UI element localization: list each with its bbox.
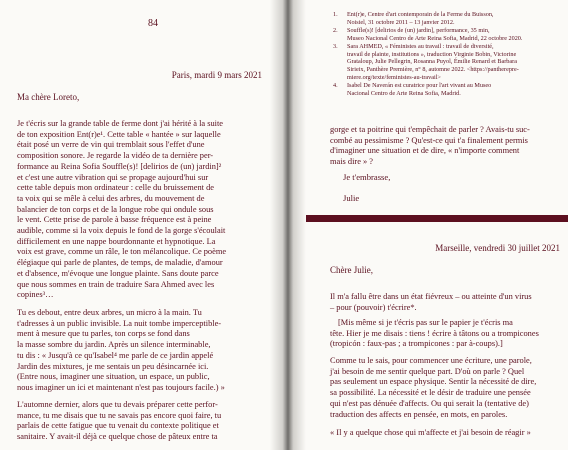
text-line: était posé un verre de vin qui tremblait sous l'effet d'une (17, 140, 205, 150)
text-line: [Mis même si je t'écris pas sur le papier je t'écris ma (338, 318, 513, 327)
text-line: – pour (pouvoir) t'écrire*. (330, 302, 417, 312)
text-line: et c'est une autre vibration qui se propage aujourd'hui sur (17, 172, 209, 182)
text-line: pas seulement un espace physique. Sentir la nécessité de dire, (330, 377, 537, 387)
closing: Je t'embrasse, (343, 172, 391, 182)
footnote-line (333, 74, 522, 82)
footnote-text: Souffle(s)! [delirios de (un) jardin], performance, 35 min, (347, 26, 490, 34)
text-line: (Entre nous, imaginer une situation, un espace, un public, (17, 372, 210, 382)
text-line: qui n'est pas dénuée d'affects. Ou qui serait la (tentative de) (330, 398, 529, 408)
text-line: ta voix qui se mêle à celui des arbres, du mouvement de (17, 193, 205, 203)
text-line: Il m'a fallu être dans un état fiévreux – ou atteinte d'un virus (330, 292, 532, 301)
text-line: sanitaire. Y avait-il déjà ce quelque chose de pâteux entre ta (17, 432, 218, 442)
reply-paragraph-1 (330, 292, 532, 313)
footnote-text: Nacional Centro de Arte Reina Sofia, Madrid. (347, 90, 461, 98)
text-line: Tu es debout, entre deux arbres, un micro à la main. Tu (17, 308, 202, 317)
text-line: formance au Reina Sofia Souffle(s)! [delirios de (un) jardin]² (17, 161, 222, 171)
reply-paragraph-3 (330, 356, 536, 420)
signature: Julie (343, 193, 360, 203)
footnote-line (333, 58, 522, 66)
text-line: voix est grave, comme un râle, le ton mélancolique. Ce poème (17, 247, 227, 257)
dateline-2: Marseille, vendredi 30 juillet 2021 (435, 243, 560, 253)
text-line: mance, tu me disais que tu ne savais pas encore quoi faire, tu (17, 410, 222, 420)
text-line: audible, comme si la voix depuis le fond de la gorge s'écoulait (17, 226, 226, 236)
text-line: balancier de ton corps et de la longue robe qui ondule sous (17, 204, 214, 214)
text-line: ment à mesure que tu parles, ton corps se fond dans (17, 329, 190, 339)
letter-paragraph-1 (17, 119, 226, 301)
text-line: traduction des affects en pensée, en mots, en paroles. (330, 409, 508, 419)
text-line: la masse sombre du jardin. Après un silence interminable, (17, 340, 211, 350)
text-line: élégiaque qui parle de plantes, de temps, de maladie, d'amour (17, 258, 223, 268)
reply-paragraph-4 (330, 428, 531, 439)
text-line: gorge et ta poitrine qui t'empêchait de parler ? Avais-tu suc- (330, 125, 530, 134)
text-line: difficilement en une nappe bourdonnante et hypnotique. La (17, 236, 216, 246)
page-number: 84 (148, 18, 158, 29)
salutation: Ma chère Loreto, (17, 92, 80, 102)
footnote-line (333, 27, 522, 35)
text-line: de ton exposition Ent(r)e¹. Cette table « hantée » sur laquelle (17, 129, 221, 139)
footnote-line (333, 90, 522, 98)
footnote-text: travail de plainte, institutions », traduction Virginie Bobin, Victorine (347, 50, 517, 58)
text-line: que nous sommes en train de traduire Sara Ahmed avec les (17, 279, 215, 289)
footnote-line (333, 66, 522, 74)
text-line: copines³… (17, 290, 54, 300)
letter-continuation (330, 125, 530, 168)
reply-paragraph-2 (330, 318, 539, 350)
text-line: tête. Hier je me disais : tiens ! écrire à tâtons ou a trompicones (330, 328, 539, 338)
footnote-line (333, 43, 522, 51)
footnote-text: Grataloup, Julie Pellegrin, Rosanna Puyol, Émilie Renard et Barbara (347, 58, 517, 66)
text-line: cette table depuis mon ordinateur : celle du bruissement de (17, 183, 214, 193)
footnotes (333, 11, 522, 98)
footnote-line (333, 19, 522, 27)
text-line: d'imaginer une situation et de dire, « n'importe comment (330, 146, 520, 156)
text-line: combé au pessimisme ? Qu'est-ce qui t'a finalement permis (330, 135, 528, 145)
salutation-2: Chère Julie, (330, 265, 373, 275)
footnote-text: Sirieix, Panthère Première, n° 8, automne 2022. <https://panthereprе- (347, 66, 519, 74)
letter-divider (288, 215, 568, 222)
footnote-line (333, 35, 522, 43)
dateline: Paris, mardi 9 mars 2021 (171, 70, 262, 80)
footnote-number: 4. (333, 82, 338, 90)
letter-paragraph-2 (17, 308, 225, 394)
left-page (0, 0, 280, 450)
text-line: « Il y a quelque chose qui m'affecte et j'ai besoin de réagir » (330, 428, 531, 437)
footnote-text: Noisiel, 31 octobre 2011 – 13 janvier 2012. (347, 18, 455, 26)
footnote-text: Museo Nacional Centro de Arte Reina Sofia, Madrid, 22 octobre 2020. (347, 34, 523, 42)
footnote-text: Sara AHMED, « Féministes au travail : travail de diversité, (347, 42, 494, 50)
footnote-line (333, 82, 522, 90)
footnote-text: Isabel De Naverán est curatrice pour l'art vivant au Museo (347, 82, 492, 90)
text-line: nous imaginer un ici et maintenant n'est pas toujours facile.) » (17, 382, 225, 392)
text-line: le vent. Cette prise de parole à basse fréquence est à peine (17, 215, 212, 225)
footnote-text: miere.org/texte/feministes-au-travail> (347, 74, 441, 82)
text-line: et d'absence, m'évoque une longue plainte. Sans doute parce (17, 268, 219, 278)
book-gutter (270, 0, 306, 450)
text-line: Jardin des mixtures, je me sentais un peu désincarnée ici. (17, 361, 209, 371)
footnote-number: 3. (333, 42, 338, 50)
footnote-line (333, 11, 522, 19)
text-line: tu dis : « Jusqu'à ce qu'Isabel⁴ me parle de ce jardin appelé (17, 350, 214, 360)
text-line: composition sonore. Je regarde la vidéo de ta dernière per- (17, 151, 214, 161)
text-line: parlais de cette fatigue que tu venait du contexte politique et (17, 421, 219, 431)
text-line: j'ai besoin de me sentir quelque part. D'où on parle ? Quel (330, 366, 525, 376)
letter-paragraph-3 (17, 400, 221, 443)
text-line: Je t'écris sur la grande table de ferme dont j'ai hérité à la suite (17, 119, 224, 128)
text-line: Comme tu le sais, pour commencer une écriture, une parole, (330, 356, 532, 365)
text-line: (tropicón : faux-pas ; a trompicones : par à-coups).] (330, 339, 503, 349)
footnote-text: Ent(r)e, Centre d'art contemporain de la Ferme du Buisson, (347, 11, 494, 18)
text-line: sa possibilité. La nécessité et le désir de traduire une pensée (330, 388, 531, 398)
text-line: t'adresses à un public invisible. La nuit tombe imperceptible- (17, 318, 222, 328)
text-line: L'automne dernier, alors que tu devais préparer cette perfor- (17, 400, 218, 409)
footnote-number: 1. (333, 11, 338, 18)
text-line: mais dire » ? (330, 157, 374, 167)
right-page (288, 0, 568, 450)
footnote-number: 2. (333, 26, 338, 34)
